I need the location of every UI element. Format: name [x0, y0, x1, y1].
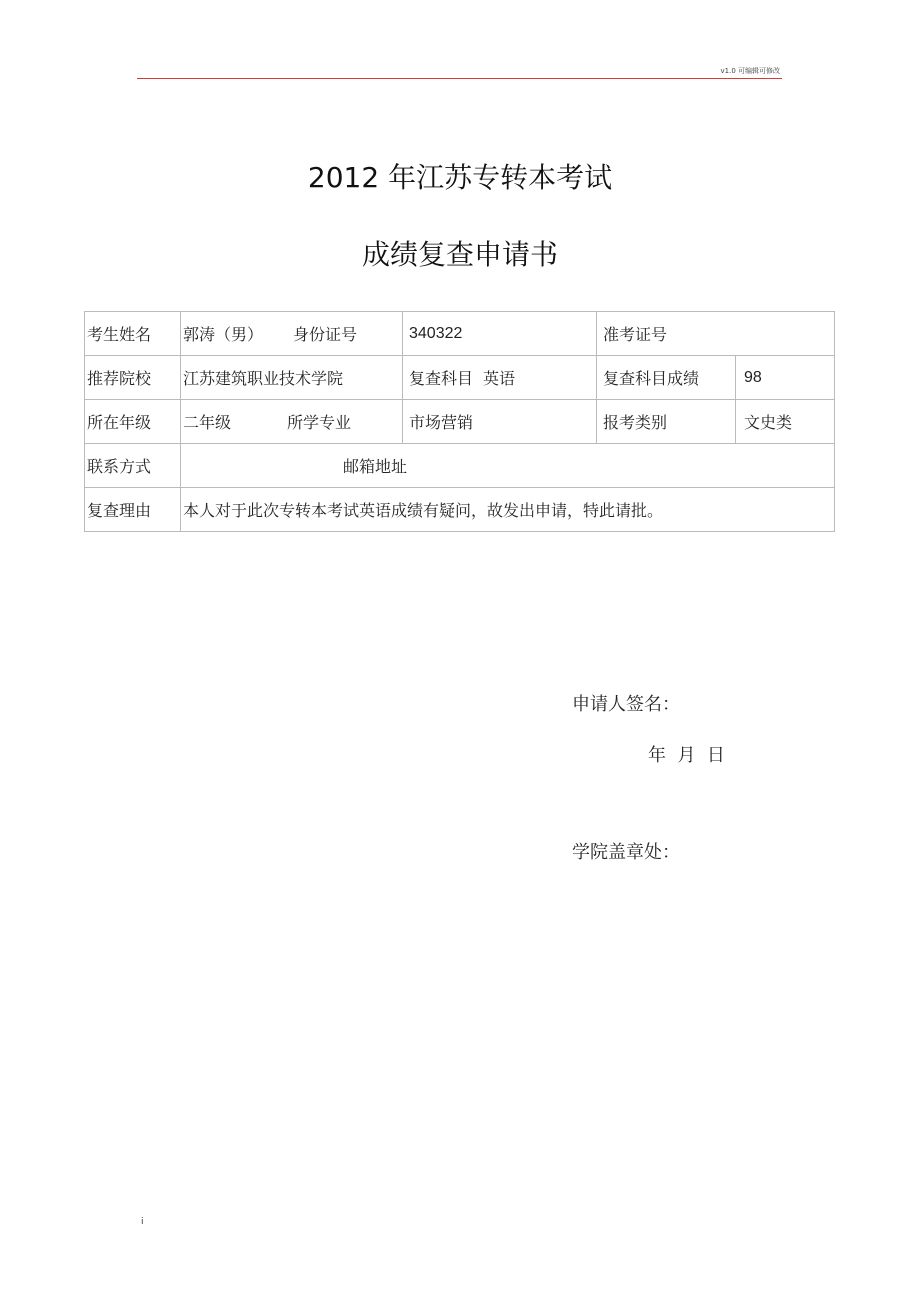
table-row — [85, 356, 835, 400]
school-label: 推荐院校 — [85, 356, 181, 400]
subject-label: 复查科目 — [409, 369, 474, 388]
major-label: 所学专业 — [287, 413, 352, 432]
applicant-signature-label: 申请人签名： — [572, 694, 680, 715]
reason-label: 复查理由 — [85, 488, 181, 532]
application-form-table — [84, 311, 835, 532]
contact-label: 联系方式 — [85, 444, 181, 488]
score-label: 复查科目成绩 — [597, 356, 736, 400]
subject-cell — [403, 356, 597, 400]
table-row — [85, 400, 835, 444]
id-value[interactable]: 340322 — [403, 312, 597, 356]
college-seal-label: 学院盖章处： — [572, 842, 680, 863]
category-label: 报考类别 — [597, 400, 736, 444]
reason-value[interactable]: 本人对于此次专转本考试英语成绩有疑问，故发出申请，特此请批。 — [181, 488, 835, 532]
school-value[interactable]: 江苏建筑职业技术学院 — [181, 356, 403, 400]
table-row — [85, 312, 835, 356]
major-value[interactable]: 市场营销 — [403, 400, 597, 444]
grade-label: 所在年级 — [85, 400, 181, 444]
header-divider — [137, 78, 782, 79]
date-label: 年 月 日 — [648, 745, 725, 766]
score-value[interactable]: 98 — [736, 356, 835, 400]
email-label: 邮箱地址 — [343, 457, 408, 476]
contact-cell — [181, 444, 835, 488]
name-value[interactable]: 郭涛（男） — [183, 325, 264, 344]
table-row — [85, 444, 835, 488]
document-title: 2012 年江苏专转本考试 — [307, 161, 613, 194]
version-note: v1.0 可编辑可修改 — [720, 67, 780, 75]
subject-value[interactable]: 英语 — [483, 369, 516, 388]
grade-value[interactable]: 二年级 — [183, 413, 232, 432]
grade-cell — [181, 400, 403, 444]
exam-no-cell — [597, 312, 835, 356]
page-number: i — [141, 1217, 144, 1227]
name-cell — [181, 312, 403, 356]
exam-no-label: 准考证号 — [603, 325, 668, 344]
document-subtitle: 成绩复查申请书 — [361, 238, 558, 271]
category-value[interactable]: 文史类 — [736, 400, 835, 444]
table-row — [85, 488, 835, 532]
id-label: 身份证号 — [293, 325, 358, 344]
name-label: 考生姓名 — [85, 312, 181, 356]
